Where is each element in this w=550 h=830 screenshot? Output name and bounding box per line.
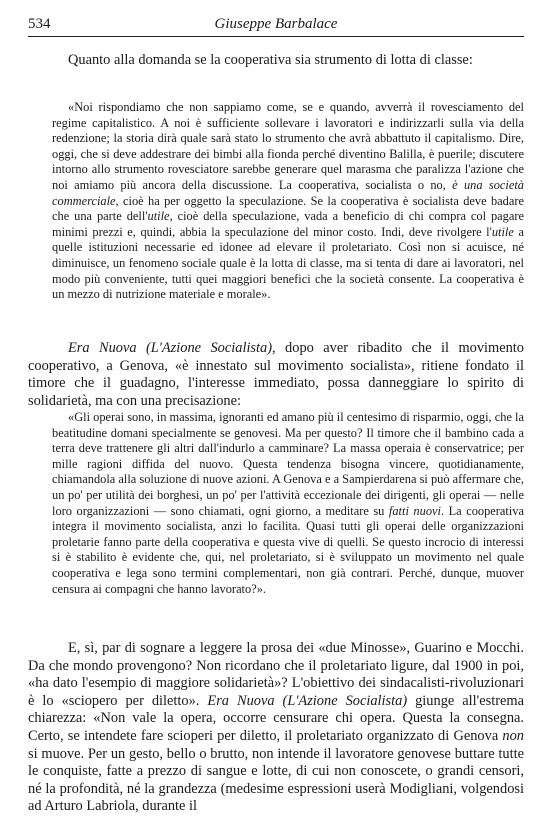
quote-2-emphasis: fatti nuovi: [388, 503, 441, 518]
quote-1-text: «Noi rispondiamo che non sappiamo come, se e quando, avverrà il rovesciamento del regime capitalistico. A noi è sufficiente sollevare i lavoratori e indirizzarli sulla via della redenzione; la storia dirà quale sarà stato lo strumento che avrà abbattuto il capitalismo. Dire, oggi, che si deve addestrare dei bimbi alla fionda perché diventino Balilla, è puerile; discutere intorno allo strumento rovesciatore sarebbe generare quel marasma che paralizza l'azione che noi amiamo più ancora della discussione. La cooperativa, socialista o no,: [52, 100, 524, 192]
page-header: [28, 14, 524, 37]
paragraph-3-text: giunge all'estrema chiarezza: «Non vale la opera, occorre censurare chi opera. Questa la consegna. Certo, se intendete fare scioperi per diletto, il proletariato organizzato di Genova: [28, 692, 524, 744]
quote-2-text: «Gli operai sono, in massima, ignoranti ed amano più il centesimo di risparmio, oggi, che la beatitudine domani specialmente se genovesi. Ma per questo? Il timore che il bambino cada a terra deve trattenere gli altri dall'indurlo a camminare? La massa operaia è conservatrice; per mille ragioni diffida del nuovo. Questa tendenza bisogna vincere, quotidianamente, chiamandola alla soluzione di nuove azioni. A Genova e a Sampierdarena si può affermare che, un po' per utilità dei borghesi, un po' per l'attività eccezionale dei dirigenti, gli operai — nelle loro organizzazioni — sono chiamati, ogni giorno, a meditare su: [52, 410, 524, 518]
paragraph-2-text: , dopo aver ribadito che il movimento cooperativo, a Genova, «è innestato sul movimento socialista», ritiene fondato il timore che il guadagno, l'interesse immediato, possa danneggiare lo spirito di solidarietà, ma con una precisazione:: [28, 340, 524, 409]
quote-1-emphasis: utile: [147, 209, 170, 224]
quote-1-text: a quelle istituzioni necessarie ed idonee ad elevare il proletariato. Così non si acuisce, né diminuisce, un fenomeno sociale quale è la lotta di classe, ma si tenta di dare ai lavoratori, nel modo più conveniente, tutti quei maggiori benefici che la società consente. La cooperativa è un mezzo di nutrizione materiale e morale».: [52, 224, 524, 302]
quote-1-text: , cioè della speculazione, vada a beneficio di chi compra col pagare minimi prezzi e, quindi, abbia la speculazione del minor costo. Indi, deve rivolgere l': [52, 209, 525, 239]
paragraph-3-emphasis: non: [502, 727, 524, 744]
paragraph-3-text: E, sì, par di sognare a leggere la prosa dei «due Minosse», Guarino e Mocchi. Da che mondo provengono? Non ricordano che il proletariato ligure, dal 1900 in poi, «ha dato l'esempio di maggiore solidarietà»? L'obiettivo dei sindacalisti-rivoluzionari è lo «sciopero per diletto».: [28, 640, 524, 709]
page-number: 534: [28, 16, 51, 32]
quote-1-emphasis: utile: [491, 224, 514, 239]
paragraph-3: [28, 640, 524, 816]
quote-2-text: . La cooperativa integra il movimento socialista, anzi lo facilita. Quasi tutti gli operai delle organizzazioni proletarie fanno parte della cooperativa e questa vive di quelli. Se questo incrocio di interessi si è stabilito è evidente che, qui, nel proletariato, si è sviluppato un movimento nel quale cooperativa e lega sono termini complementari, non già contrari. Perché, dunque, muover censura ai compagni che hanno lavorato?».: [52, 503, 524, 596]
paragraph-2: [28, 340, 524, 410]
paragraph-1: [28, 52, 524, 70]
block-quote-2: [52, 410, 524, 597]
quote-1-text: , cioè ha per oggetto la speculazione. Se la cooperativa è socialista deve badare che una parte dell': [52, 193, 524, 224]
block-quote-1: [52, 100, 524, 303]
paragraph-1-text: Quanto alla domanda se la cooperativa sia strumento di lotta di classe:: [68, 52, 473, 68]
quote-1-emphasis: è una società commerciale: [52, 177, 524, 208]
source-citation: Era Nuova (L'Azione Socialista): [207, 692, 408, 709]
paragraph-3-text: si muove. Per un gesto, bello o brutto, non intende il lavoratore genovese buttare tutte le conquiste, fatte a prezzo di sangue e lotte, di cui non conoscete, o grandi censori, né la profondità, né la grandezza (medesime espressioni userà Modigliani, volgendosi ad Arturo Labriola, durante il: [28, 745, 524, 815]
source-citation: Era Nuova (L'Azione Socialista): [68, 340, 273, 356]
running-title: Giuseppe Barbalace: [214, 16, 338, 32]
